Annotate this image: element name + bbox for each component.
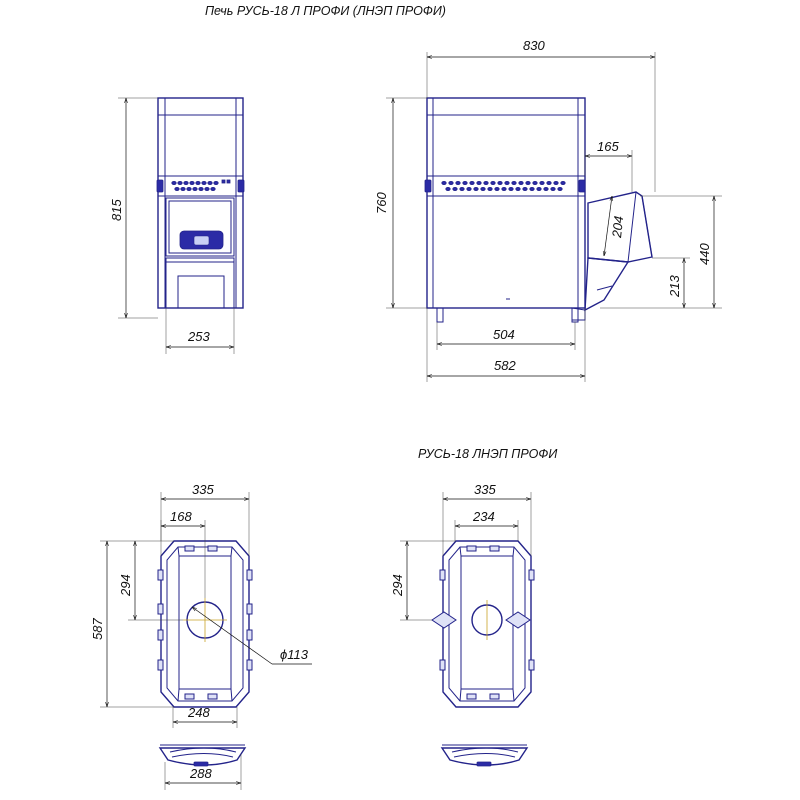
dim-label-335-right: 335 xyxy=(474,482,496,497)
dim-plan-inner-width xyxy=(173,705,237,728)
drawing-title: Печь РУСЬ-18 Л ПРОФИ (ЛНЭП ПРОФИ) xyxy=(205,4,446,18)
dim-label-213: 213 xyxy=(667,275,682,297)
dim-label-234: 234 xyxy=(473,509,495,524)
front-view xyxy=(158,98,243,308)
side-view xyxy=(427,98,585,322)
dim-label-288: 288 xyxy=(190,766,212,781)
dim-label-440: 440 xyxy=(697,243,712,265)
dim-label-168: 168 xyxy=(170,509,192,524)
dim-side-body-width xyxy=(427,308,585,382)
dim-label-204: 204 xyxy=(609,215,627,239)
dim-label-248: 248 xyxy=(188,705,210,720)
dim-flue-base xyxy=(652,258,690,308)
dim-door-width xyxy=(165,754,241,790)
door-view-left xyxy=(160,745,245,766)
dim-plan-inner-right xyxy=(455,509,518,541)
dim-label-815: 815 xyxy=(109,199,124,221)
flue-outlet xyxy=(572,192,652,320)
dim-plan-center xyxy=(161,509,205,598)
dim-label-165: 165 xyxy=(597,139,619,154)
dim-label-294-right: 294 xyxy=(390,574,405,596)
dim-flue-height xyxy=(600,196,722,308)
dim-label-830: 830 xyxy=(523,38,545,53)
dim-label-335-left: 335 xyxy=(192,482,214,497)
dim-label-760: 760 xyxy=(374,192,389,214)
dim-front-width xyxy=(166,308,234,354)
dim-label-113: ϕ113 xyxy=(280,647,308,662)
dim-label-253: 253 xyxy=(188,329,210,344)
dim-label-587: 587 xyxy=(90,618,105,640)
dim-flue-diameter xyxy=(604,196,626,256)
model-label-right: РУСЬ-18 ЛНЭП ПРОФИ xyxy=(418,447,558,461)
front-vent-grille xyxy=(157,180,244,192)
dim-flue-offset xyxy=(585,139,632,192)
door-view-right xyxy=(442,745,527,766)
dim-label-294-left: 294 xyxy=(118,574,133,596)
dim-front-height xyxy=(109,98,158,318)
dim-label-582: 582 xyxy=(494,358,516,373)
dim-side-leg-span xyxy=(437,322,575,350)
side-vent-grille xyxy=(425,180,585,192)
plan-view-right xyxy=(432,541,534,707)
dim-label-504: 504 xyxy=(493,327,515,342)
dim-side-height xyxy=(374,98,427,308)
firebox-door-handle xyxy=(180,231,223,249)
